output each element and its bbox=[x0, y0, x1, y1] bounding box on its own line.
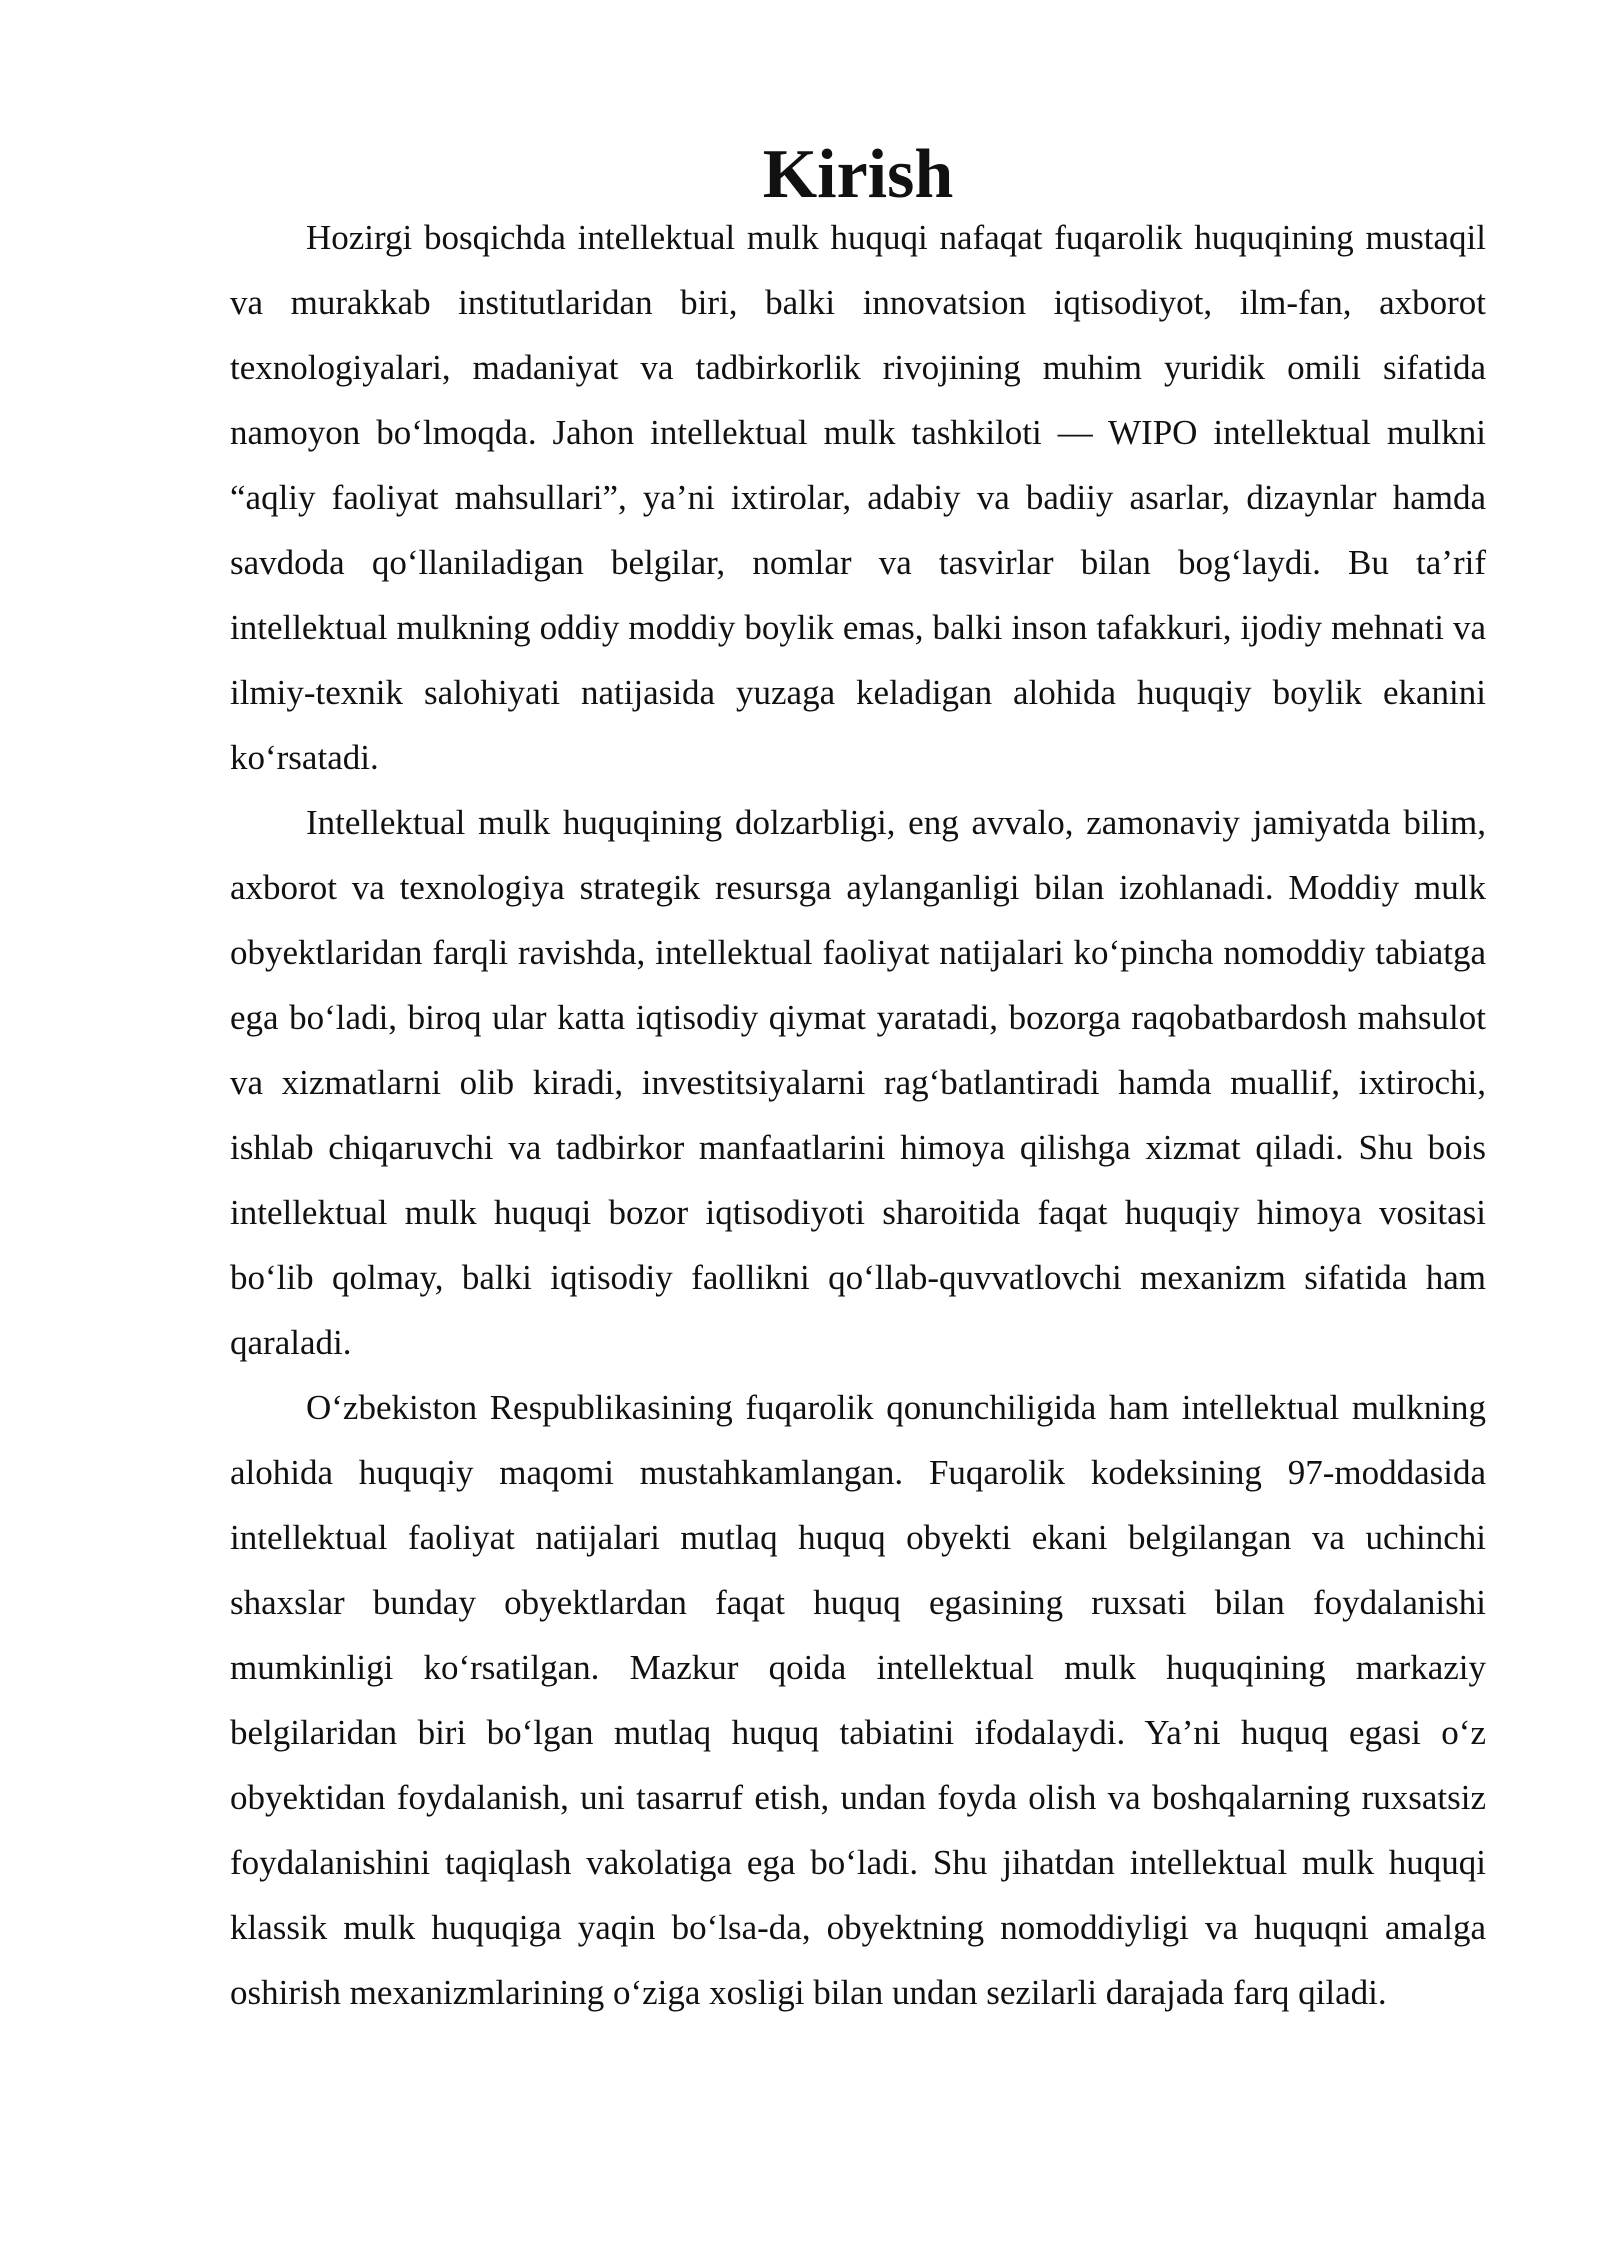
paragraph-3: O‘zbekiston Respublikasining fuqarolik qonunchiligida ham intellektual mulkning alohida huquqiy maqomi mustahkamlangan. Fuqarolik kodeksining 97-moddasida intellektual faoliyat natijalari mutlaq huquq obyekti ekani belgilangan va uchinchi shaxslar bunday obyektlardan faqat huquq egasining ruxsati bilan foydalanishi mumkinligi ko‘rsatilgan. Mazkur qoida intellektual mulk huquqining markaziy belgilaridan biri bo‘lgan mutlaq huquq tabiatini ifodalaydi. Ya’ni huquq egasi o‘z obyektidan foydalanish, uni tasarruf etish, undan foyda olish va boshqalarning ruxsatsiz foydalanishini taqiqlash vakolatiga ega bo‘ladi. Shu jihatdan intellektual mulk huquqi klassik mulk huquqiga yaqin bo‘lsa-da, obyektning nomoddiyligi va huquqni amalga oshirish mexanizmlarining o‘ziga xosligi bilan undan sezilarli darajada farq qiladi. bbox=[230, 1388, 1486, 2012]
paragraph-2: Intellektual mulk huquqining dolzarbligi, eng avvalo, zamonaviy jamiyatda bilim, axborot va texnologiya strategik resursga aylanganligi bilan izohlanadi. Moddiy mulk obyektlaridan farqli ravishda, intellektual faoliyat natijalari ko‘pincha nomoddiy tabiatga ega bo‘ladi, biroq ular katta iqtisodiy qiymat yaratadi, bozorga raqobatbardosh mahsulot va xizmatlarni olib kiradi, investitsiyalarni rag‘batlantiradi hamda muallif, ixtirochi, ishlab chiqaruvchi va tadbirkor manfaatlarini himoya qilishga xizmat qiladi. Shu bois intellektual mulk huquqi bozor iqtisodiyoti sharoitida faqat huquqiy himoya vositasi bo‘lib qolmay, balki iqtisodiy faollikni qo‘llab-quvvatlovchi mexanizm sifatida ham qaraladi. bbox=[230, 803, 1486, 1362]
paragraph-1: Hozirgi bosqichda intellektual mulk huquqi nafaqat fuqarolik huquqining mustaqil va murakkab institutlaridan biri, balki innovatsion iqtisodiyot, ilm-fan, axborot texnologiyalari, madaniyat va tadbirkorlik rivojining muhim yuridik omili sifatida namoyon bo‘lmoqda. Jahon intellektual mulk tashkiloti — WIPO intellektual mulkni “aqliy faoliyat mahsullari”, ya’ni ixtirolar, adabiy va badiiy asarlar, dizaynlar hamda savdoda qo‘llaniladigan belgilar, nomlar va tasvirlar bilan bog‘laydi. Bu ta’rif intellektual mulkning oddiy moddiy boylik emas, balki inson tafakkuri, ijodiy mehnati va ilmiy-texnik salohiyati natijasida yuzaga keladigan alohida huquqiy boylik ekanini ko‘rsatadi. bbox=[230, 218, 1486, 777]
document-page bbox=[230, 136, 1486, 2025]
page-title: Kirish bbox=[762, 136, 954, 213]
